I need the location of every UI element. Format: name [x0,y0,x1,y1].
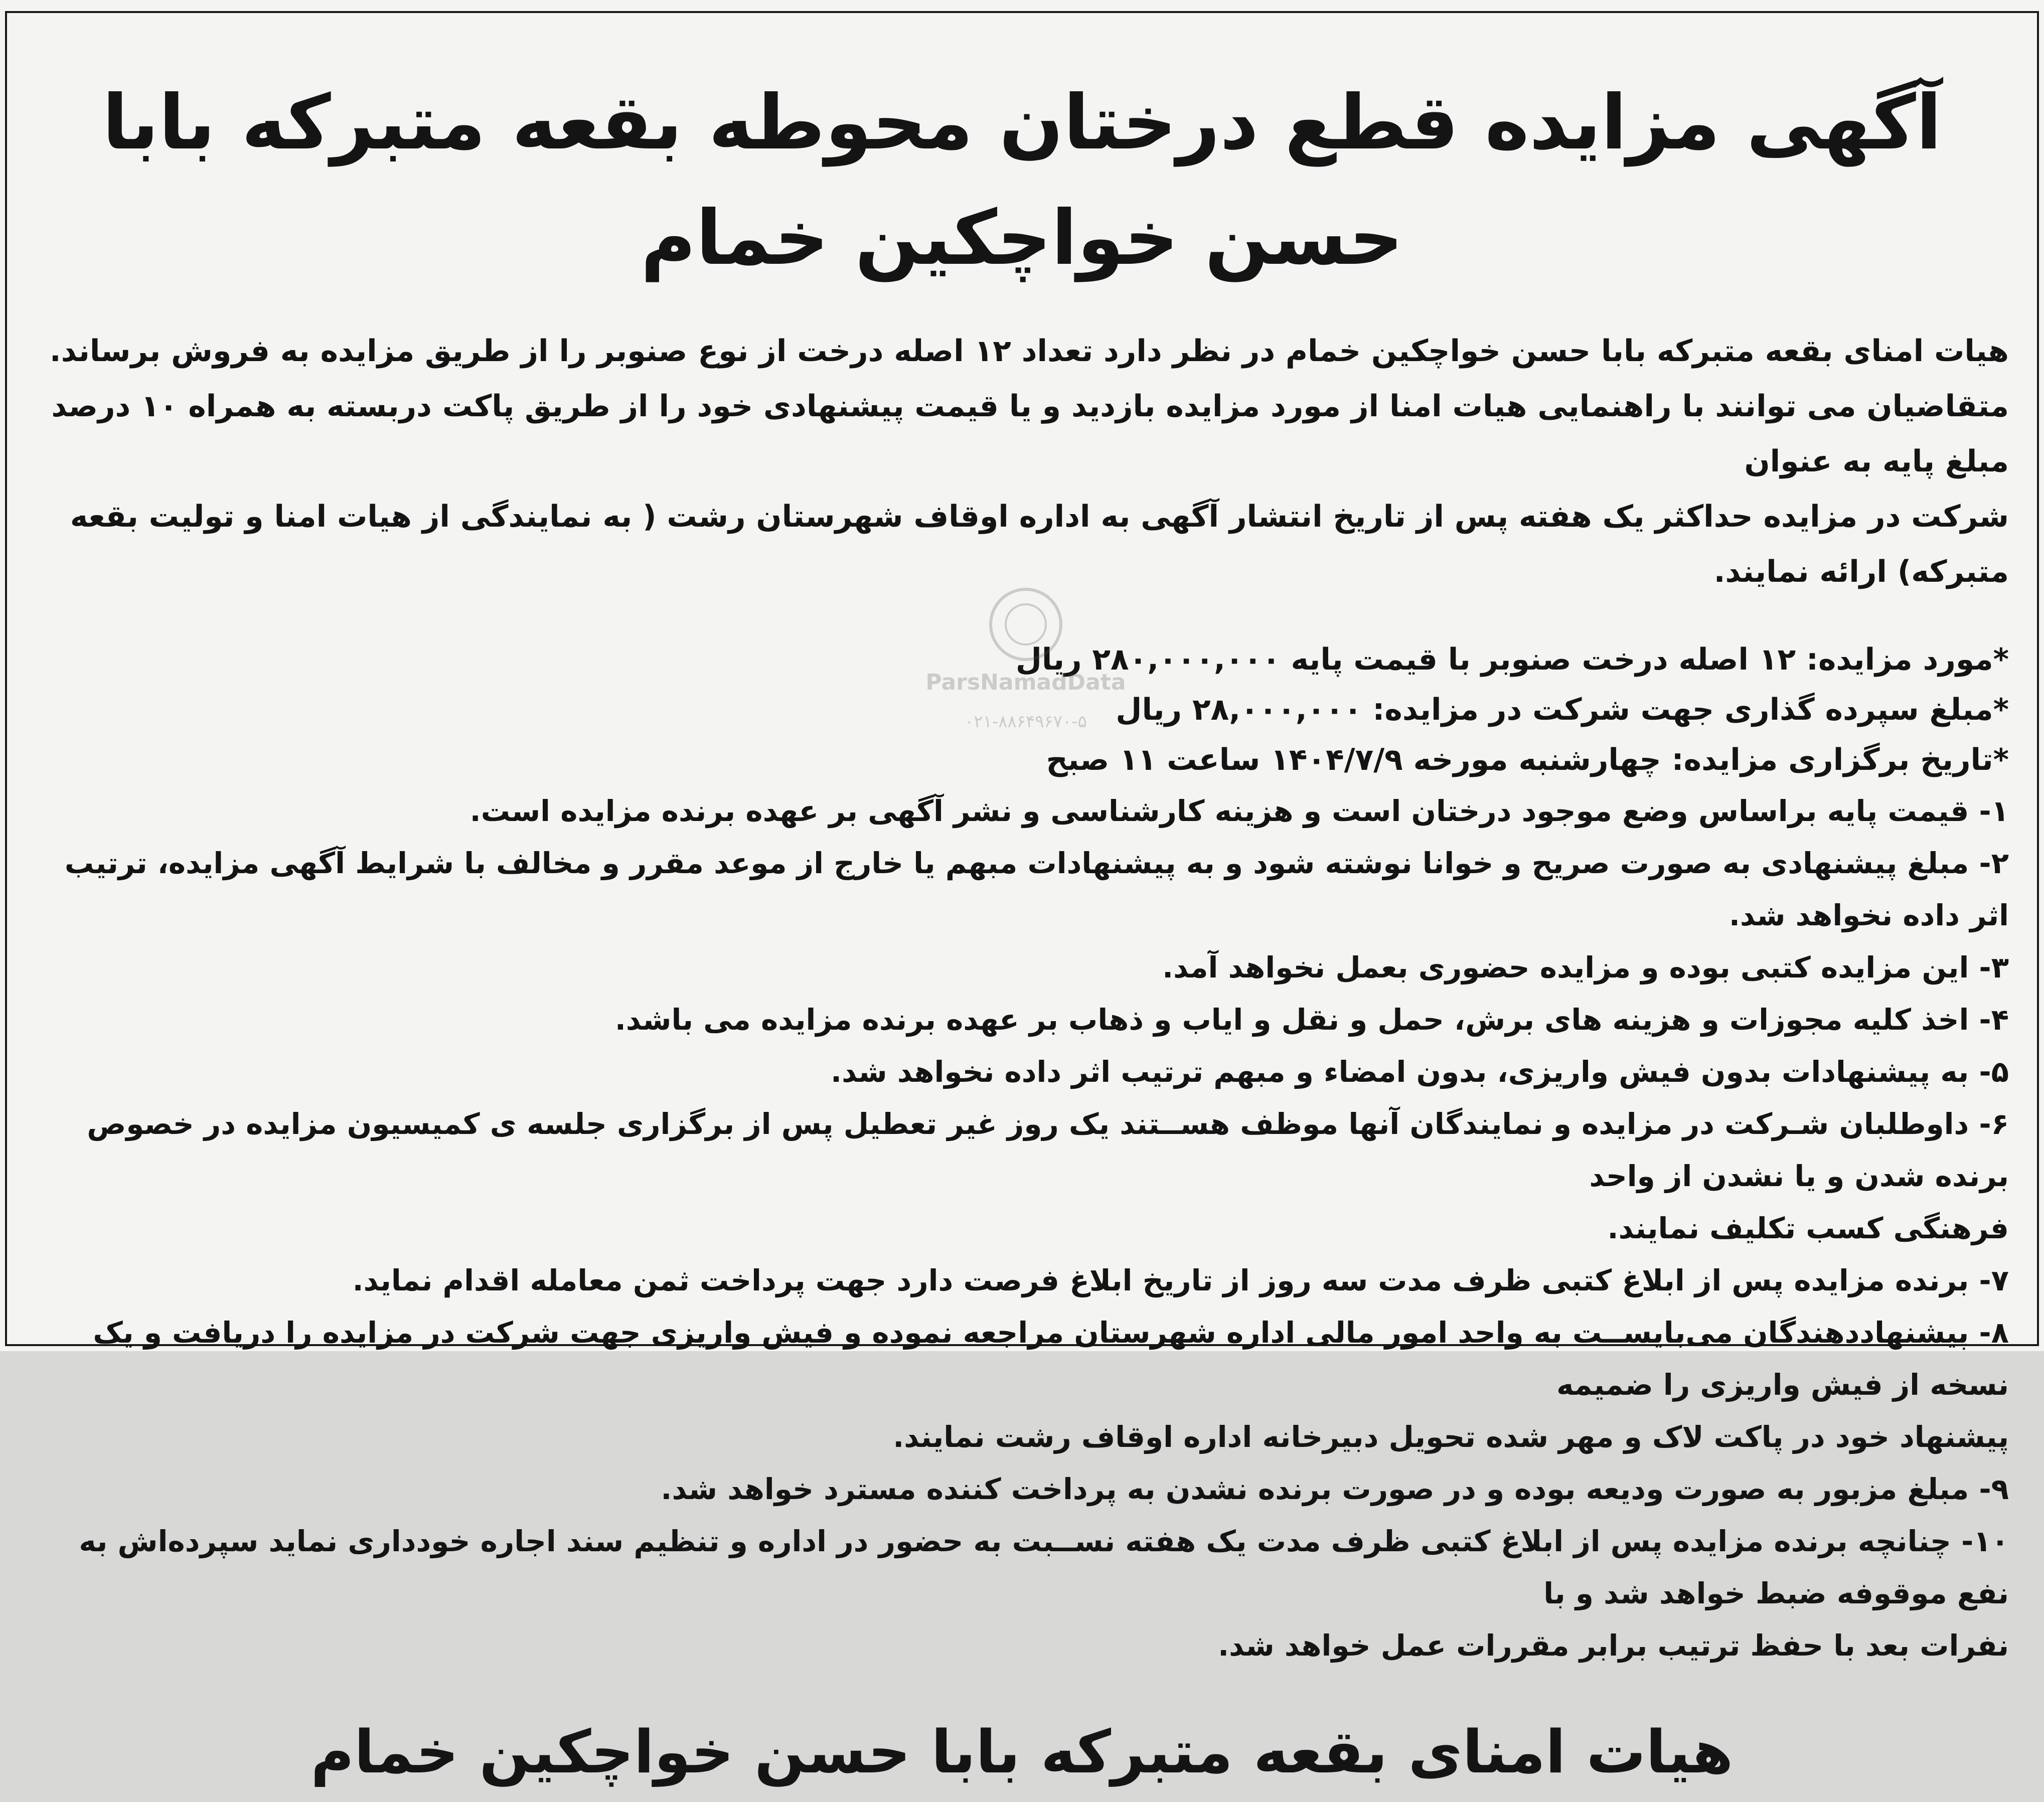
notice-title: آگهی مزایده قطع درختان محوطه بقعه متبرکه بابا حسن خواچکین خمام [102,79,1942,282]
condition-item: ۴- اخذ کلیه مجوزات و هزینه های برش، حمل و نقل و ایاب و ذهاب بر عهده برنده مزایده می باشد. [614,1003,2009,1037]
condition-item: ۸- پیشنهاددهندگان می‌بایســت به واحد امور مالی اداره شهرستان مراجعه نموده و فیش واریزی جهت شرکت در مزایده را دریافت و یک نسخه از فیش واریزی را ضمیمه [93,1316,2009,1402]
detail-value: ۲۸,۰۰۰,۰۰۰ ریال [1116,692,1373,727]
conditions-list [35,785,2009,1672]
condition-item: فرهنگی کسب تکلیف نمایند. [1607,1211,2009,1245]
watermark-text: ParsNamadData [925,670,1126,695]
condition-item: ۹- مبلغ مزبور به صورت ودیعه بوده و در صورت برنده نشدن به پرداخت کننده مسترد خواهد شد. [661,1472,2009,1506]
detail-value: ۱۲ اصله درخت صنوبر با قیمت پایه ۲۸۰,۰۰۰,۰۰۰ ریال [1015,642,1806,677]
detail-label: *مورد مزایده: [1806,642,2009,677]
condition-item: پیشنهاد خود در پاکت لاک و مهر شده تحویل دبیرخانه اداره اوقاف رشت نمایند. [893,1420,2009,1454]
watermark-seal-icon [918,577,1134,757]
watermark-phone: ۰۲۱-۸۸۶۴۹۶۷۰-۵ [965,712,1087,732]
condition-item: ۲- مبلغ پیشنهادی به صورت صریح و خوانا نوشته شود و به پیشنهادات مبهم یا خارج از موعد مقرر و مخالف با شرایط آگهی مزایده، ترتیب اثر داده نخواهد شد. [64,846,2009,932]
intro-line: هیات امنای بقعه متبرکه بابا حسن خواچکین خمام در نظر دارد تعداد ۱۲ اصله درخت از نوع صنوبر را از طریق مزایده به فروش برساند. [49,334,2009,369]
detail-label: *مبلغ سپرده گذاری جهت شرکت در مزایده: [1372,692,2009,727]
condition-item: نفرات بعد با حفظ ترتیب برابر مقررات عمل خواهد شد. [1218,1628,2009,1663]
condition-item: ۷- برنده مزایده پس از ابلاغ کتبی ظرف مدت سه روز از تاریخ ابلاغ فرصت دارد جهت پرداخت ثمن معامله اقدام نماید. [352,1263,2009,1297]
condition-item: ۱- قیمت پایه براساس وضع موجود درختان است و هزینه کارشناسی و نشر آگهی بر عهده برنده مزایده است. [469,794,2009,828]
condition-item: ۳- این مزایده کتبی بوده و مزایده حضوری بعمل نخواهد آمد. [1162,950,2009,985]
condition-item: ۱۰- چنانچه برنده مزایده پس از ابلاغ کتبی ظرف مدت یک هفته نســبت به حضور در اداره و تنظیم سند اجاره خودداری نماید سپرده‌اش به نفع موقوفه ضبط خواهد شد و با [79,1524,2009,1610]
condition-item: ۵- به پیشنهادات بدون فیش واریزی، بدون امضاء و مبهم ترتیب اثر داده نخواهد شد. [831,1055,2009,1089]
intro-line: متقاضیان می توانند با راهنمایی هیات امنا از مورد مزایده بازدید و یا قیمت پیشنهادی خود را از طریق پاکت دربسته به همراه ۱۰ درصد مبلغ پایه به عنوان [51,389,2009,479]
intro-line: شرکت در مزایده حداکثر یک هفته پس از تاریخ انتشار آگهی به اداره اوقاف شهرستان رشت ( به نمایندگی از هیات امنا و تولیت بقعه متبرکه) ارائه نمایند. [70,499,2009,589]
notice-signature: هیات امنای بقعه متبرکه بابا حسن خواچکین خمام [310,1717,1734,1786]
detail-label: *تاریخ برگزاری مزایده: [1671,742,2009,777]
condition-item: ۶- داوطلبان شـرکت در مزایده و نمایندگان آنها موظف هســتند یک روز غیر تعطیل پس از برگزاری جلسه ی کمیسیون مزایده در خصوص برنده شدن و یا نشدن از واحد [87,1107,2009,1193]
intro-paragraph [35,323,2009,599]
detail-value: چهارشنبه مورخه ۱۴۰۴/۷/۹ ساعت ۱۱ صبح [1046,742,1672,777]
notice-content [35,30,2009,1802]
